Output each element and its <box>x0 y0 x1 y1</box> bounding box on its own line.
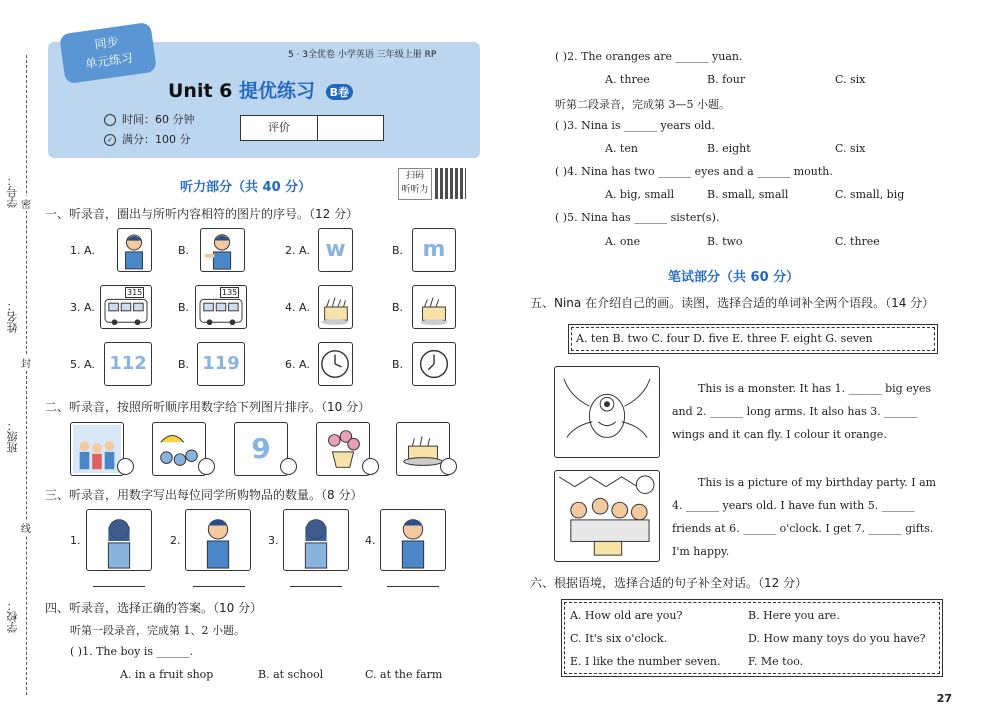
letter-w-card: w <box>318 228 353 272</box>
right-page: ( )2. The oranges are ______ yuan. A. three B. four C. six 听第二段录音，完成第 3—5 小题。 ( )3. Nina is ______ years old. A. ten B. eight C. six ( )4. Nina has two ______ eyes and a ______ mouth. A. big, small B. small, small C. small, big ( )5. Nina has ______ sister(s). A. one B. two C. three 笔试部分（共 60 分） 五、Nina 在介绍自己的画。读图，选择合适的单词补全两个语段。（14 分） A. ten B. two C. four D. five E. three F. eight G. seven This is a monster. It has 1. ______ big eyes and 2. ______ long arms. It also has 3. ______ wings and it can fly. I colour it orange. This is a picture of my birthday party. I am 4. ______ years old. I have fun with 5. ______ friends at 6. ______ o'clock. I get 7. ______ gifts. I'm happy. 六、根据语境，选择合适的句子补全对话。（12 分） A. How old are you? B. Here you are. C. It's six o'clock. D. How many toys do you have? E. I like the number seven. F. Me too. 27 <box>530 50 952 705</box>
answer-circle[interactable] <box>362 458 379 475</box>
question-stem: ( )5. Nina has ______ sister(s). <box>555 211 720 224</box>
id-label: 学号： <box>6 175 19 208</box>
qr-block: 扫码 听听力 <box>398 168 468 200</box>
binding-line <box>26 55 27 695</box>
boy-icon <box>380 509 446 571</box>
number-card: 119 <box>197 342 245 386</box>
boy-icon <box>185 509 251 571</box>
listening-title: 听力部分（共 40 分） <box>180 180 312 195</box>
question-stem: ( )4. Nina has two ______ eyes and a ______ mouth. <box>555 165 833 178</box>
q5-title: 五、Nina 在介绍自己的画。读图，选择合适的单词补全两个语段。（14 分） <box>530 296 935 310</box>
class-label: 班级： <box>6 420 19 453</box>
party-picture <box>554 470 660 562</box>
q4-title: 四、听录音，选择正确的答案。（10 分） <box>45 601 263 615</box>
family-photo <box>70 422 124 476</box>
question-stem: ( )2. The oranges are ______ yuan. <box>555 50 743 63</box>
cut-mark: 线 <box>21 520 31 535</box>
answer-blank[interactable] <box>193 586 245 587</box>
evaluation-box: 评价 <box>240 115 384 141</box>
girl-icon <box>283 509 349 571</box>
boy-icon <box>200 228 245 272</box>
level-badge: B卷 <box>326 84 353 100</box>
monster-picture <box>554 366 660 458</box>
q3-title: 三、听录音，用数字写出每位同学所购物品的数量。（8 分） <box>45 488 363 502</box>
bus-icon: 315 <box>100 285 152 329</box>
answer-blank[interactable] <box>387 586 439 587</box>
answer-circle[interactable] <box>440 458 457 475</box>
writing-title: 笔试部分（共 60 分） <box>668 270 800 285</box>
answer-circle[interactable] <box>280 458 297 475</box>
answer-circle[interactable] <box>198 458 215 475</box>
school-label: 学校： <box>6 600 19 633</box>
answer-blank[interactable] <box>290 586 342 587</box>
question-stem: ( )3. Nina is ______ years old. <box>555 119 715 132</box>
q1-title: 一、听录音，圈出与所听内容相符的图片的序号。（12 分） <box>45 207 359 221</box>
number-card: 112 <box>104 342 152 386</box>
score-info: ✓ 满分：100 分 <box>104 131 191 147</box>
name-label: 姓名： <box>6 300 19 333</box>
cut-mark: 封 <box>21 355 31 370</box>
series-header: 5 · 3全优卷 小学英语 三年级上册 RP <box>288 50 437 60</box>
answer-blank[interactable] <box>93 586 145 587</box>
q2-title: 二、听录音，按照所听顺序用数字给下列图片排序。（10 分） <box>45 400 371 414</box>
unit-title: Unit 6 提优练习 B卷 <box>168 76 353 103</box>
bus-icon: 135 <box>195 285 247 329</box>
question-stem: ( )1. The boy is ______. <box>70 645 194 658</box>
girl-icon <box>86 509 152 571</box>
check-icon: ✓ <box>104 134 116 146</box>
answer-circle[interactable] <box>117 458 134 475</box>
cake-icon <box>318 285 353 329</box>
cake-icon <box>412 285 456 329</box>
qr-code-icon[interactable] <box>435 168 466 199</box>
unit-tag: 同步 单元练习 <box>59 22 157 84</box>
number-card: 9 <box>234 422 288 476</box>
boy-icon <box>117 228 152 272</box>
cut-mark: 密 <box>21 196 31 211</box>
time-info: 时间：60 分钟 <box>104 111 195 127</box>
clock-icon <box>104 114 116 126</box>
page-number: 27 <box>936 692 952 705</box>
letter-m-card: m <box>412 228 456 272</box>
clock-icon <box>412 342 456 386</box>
left-page: 学校： 班级： 姓名： 学号： 线 封 密 同步 单元练习 5 · 3全优卷 小学英语 三年级上册 RP Unit 6 提优练习 B卷 时间：60 分钟 ✓ 满分：100 分 评价 听力部分（共 40 分） 扫码 听听力 一、听录音，圈出与所听内容相符的图片的序号。（12 分） 1. A. B. 2. A. w B. m 3. A. 315 B. 135 4. A. B. 5. A. 112 B. 119 6. A. B. 二、听录音，按照所听顺序用数字给下列图片排序。（10 分） 9 三、听录音，用数字写出每位同学所购物品的数量。（8 分） 1. 2. 3. 4. 四、听录音，选择正确的答案。（10 分） 听第一段录音，完成第 1、2 小题。 ( )1. The boy is ______. A. in a fruit shop B. at school C. at the farm <box>0 0 490 723</box>
clock-icon <box>318 342 353 386</box>
q6-title: 六、根据语境，选择合适的句子补全对话。（12 分） <box>530 576 808 590</box>
word-bank: A. ten B. two C. four D. five E. three F. eight G. seven <box>571 327 935 351</box>
